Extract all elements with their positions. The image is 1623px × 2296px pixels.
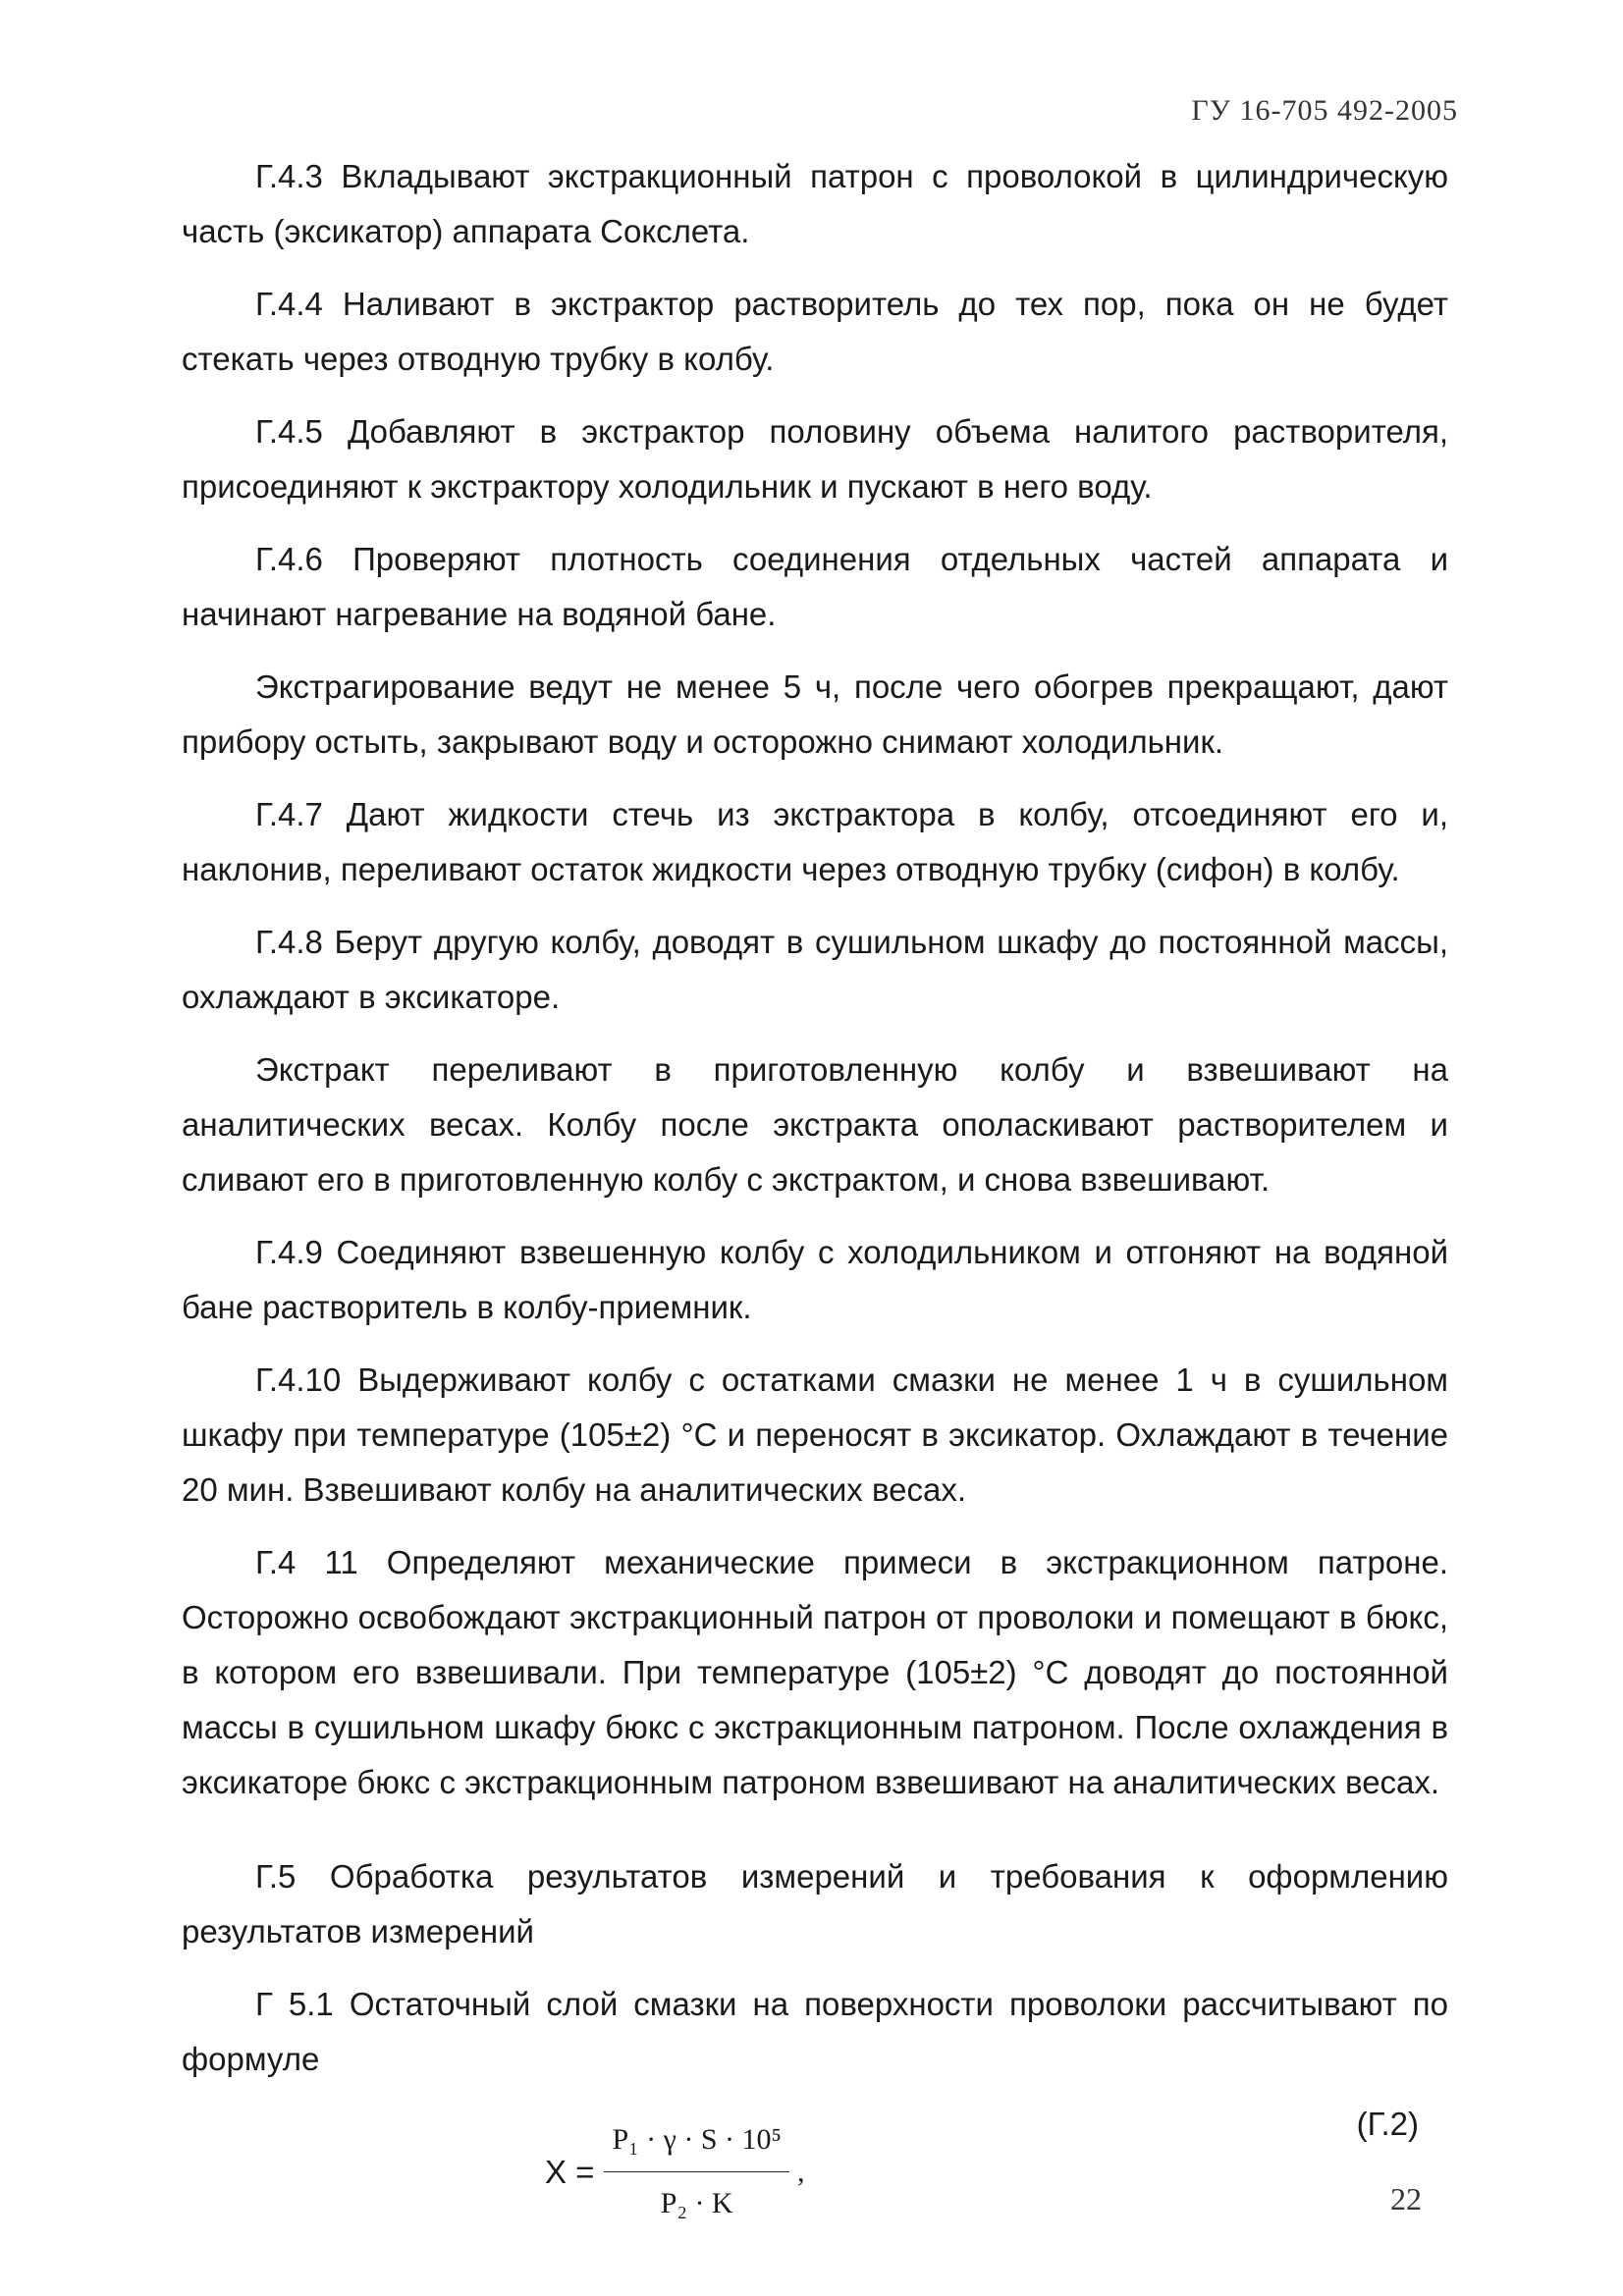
paragraph-g5-1: Г 5.1 Остаточный слой смазки на поверхности проволоки рассчитывают по формуле [182,1986,1448,2077]
document-body [182,149,1448,2220]
page-number: 22 [1390,2181,1422,2216]
paragraph-g4-8: Г.4.8 Берут другую колбу, доводят в сушильном шкафу до постоянной массы, охлаждают в эксикаторе. [182,924,1448,1015]
paragraph-g4-10: Г.4.10 Выдерживают колбу с остатками смазки не менее 1 ч в сушильном шкафу при температуре (105±2) °С и переносят в эксикатор. Охлаждают в течение 20 мин. Взвешивают колбу на аналитических весах. [182,1362,1448,1508]
formula-label: (Г.2) [1356,2106,1419,2142]
formula-fraction [604,2112,789,2231]
paragraph-g4-11: Г.4 11 Определяют механические примеси в экстракционном патроне. Осторожно освобождают экстракционный патрон от проволоки и помещают в бюкс, в котором его взвешивали. При температуре (105±2) °С доводят до постоянной массы в сушильном шкафу бюкс с экстракционным патроном. После охлаждения в эксикаторе бюкс с экстракционным патроном взвешивают на аналитических весах. [182,1544,1448,1800]
document-code: ГУ 16-705 492-2005 [1191,94,1458,127]
paragraph-g4-6: Г.4.6 Проверяют плотность соединения отдельных частей аппарата и начинают нагревание на водяной бане. [182,541,1448,632]
paragraph-g4-7: Г.4.7 Дают жидкости стечь из экстрактора в колбу, отсоединяют его и, наклонив, переливают остаток жидкости через отводную трубку (сифон) в колбу. [182,796,1448,887]
section-heading-g5: Г.5 Обработка результатов измерений и требования к оформлению результатов измерений [182,1858,1448,1949]
formula-denominator: P₂ · K [660,2187,733,2219]
formula-numerator: P₁ · γ · S · 10⁵ [604,2112,789,2172]
paragraph-g4-4: Г.4.4 Наливают в экстрактор растворитель до тех пор, пока он не будет стекать через отводную трубку в колбу. [182,286,1448,377]
paragraph-g4-5: Г.4.5 Добавляют в экстрактор половину объема налитого растворителя, присоединяют к экстрактору холодильник и пускают в него воду. [182,413,1448,505]
formula-g2 [182,2093,1448,2220]
paragraph-extract-weighing: Экстракт переливают в приготовленную колбу и взвешивают на аналитических весах. Колбу после экстракта ополаскивают растворителем и сливают его в приготовленную колбу с экстрактом, и снова взвешивают. [182,1051,1448,1198]
paragraph-extraction: Экстрагирование ведут не менее 5 ч, после чего обогрев прекращают, дают прибору остыть, закрывают воду и осторожно снимают холодильник. [182,668,1448,760]
paragraph-g4-9: Г.4.9 Соединяют взвешенную колбу с холодильником и отгоняют на водяной бане растворитель в колбу-приемник. [182,1234,1448,1325]
paragraph-g4-3: Г.4.3 Вкладывают экстракционный патрон с проволокой в цилиндрическую часть (эксикатор) аппарата Сокслета. [182,158,1448,249]
formula-trailing: , [796,2155,805,2188]
formula-expression [545,2112,804,2231]
formula-lhs: X = [545,2153,595,2190]
